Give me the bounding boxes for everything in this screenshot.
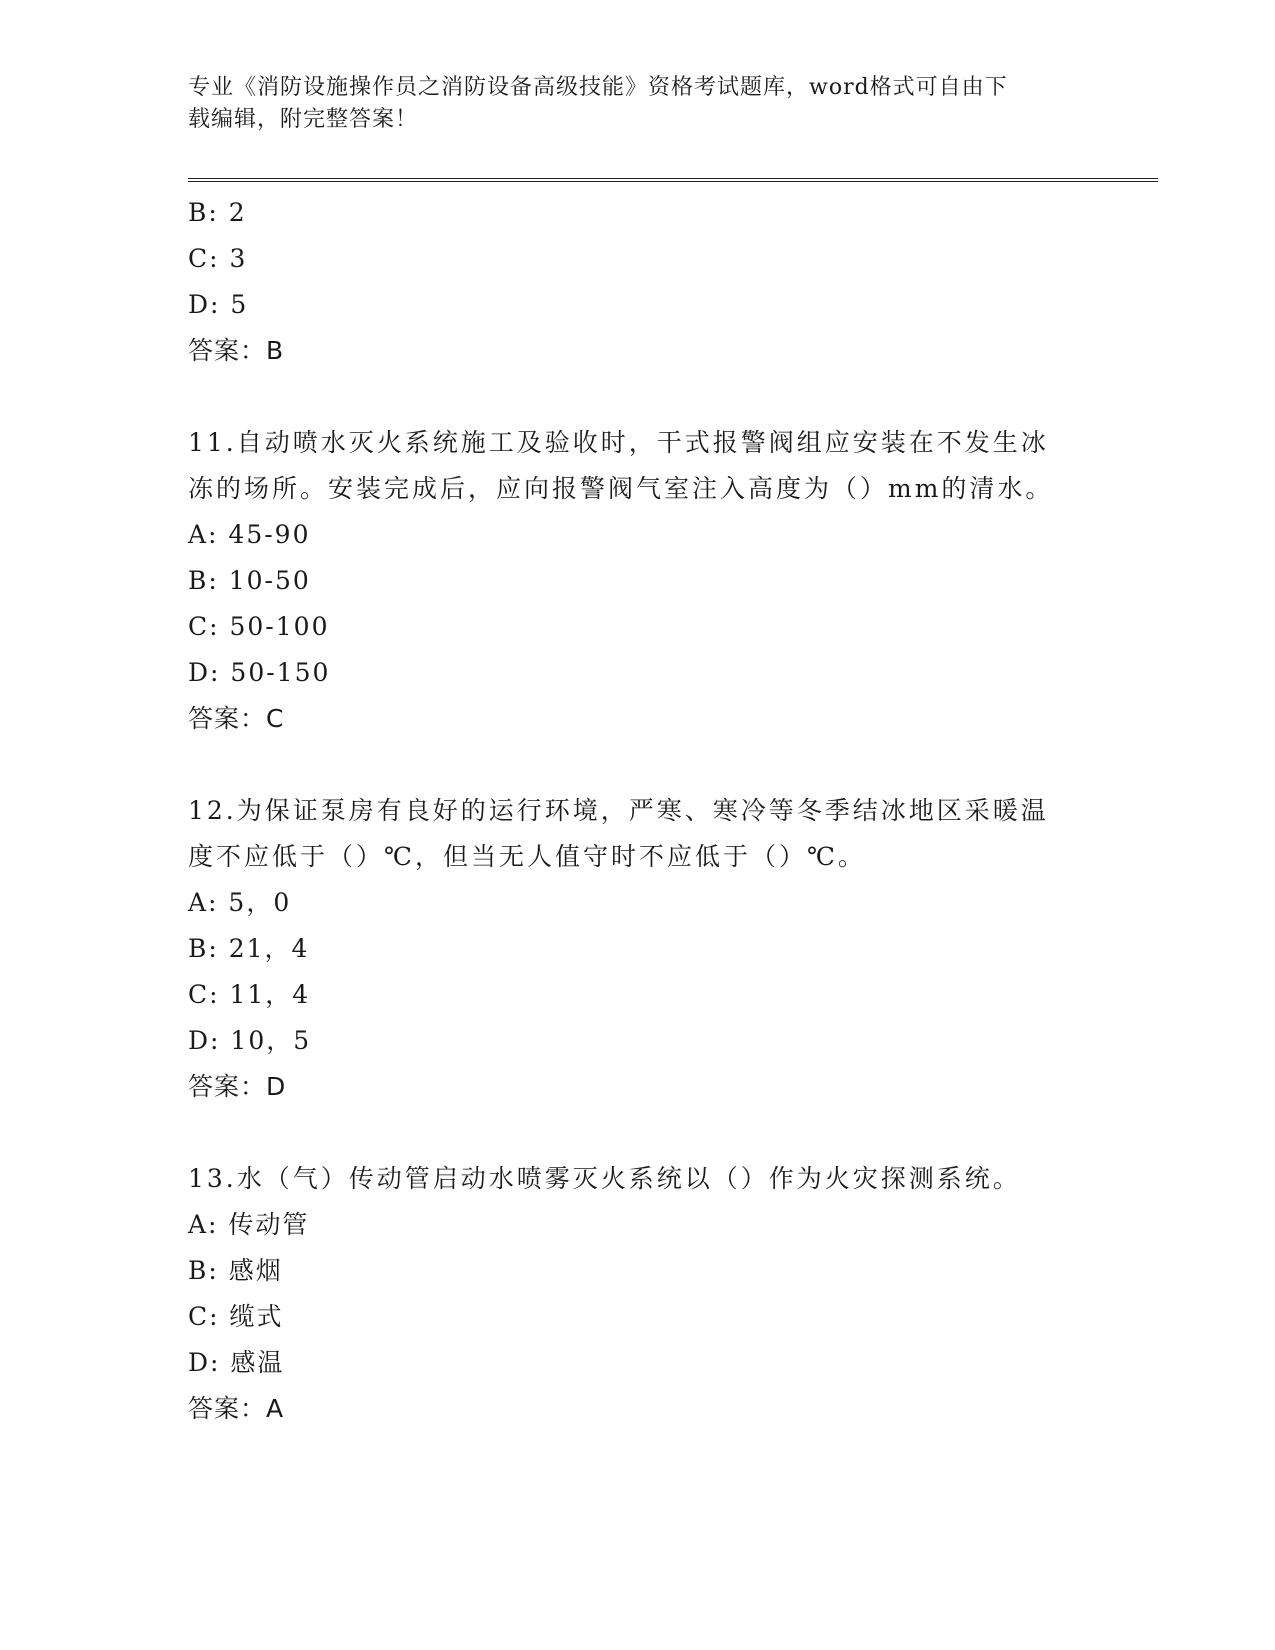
question-content xyxy=(188,190,1088,1432)
continued-question xyxy=(188,190,1088,374)
option-b: B: 21，4 xyxy=(188,934,310,963)
option-c: C: 11，4 xyxy=(188,980,311,1009)
question-11 xyxy=(188,420,1088,742)
option-b: B: 感烟 xyxy=(188,1256,283,1285)
option-d: D: 感温 xyxy=(188,1348,285,1377)
option-a: A: 45-90 xyxy=(188,520,311,549)
answer-line: 答案：D xyxy=(188,1072,287,1101)
answer-line: 答案：C xyxy=(188,704,285,733)
page-header xyxy=(188,72,1088,136)
question-text-line: 12.为保证泵房有良好的运行环境，严寒、寒冷等冬季结冰地区采暖温 xyxy=(188,796,1049,825)
option-c: C: 缆式 xyxy=(188,1302,284,1331)
option-a: A: 传动管 xyxy=(188,1210,310,1239)
option-b: B: 10-50 xyxy=(188,566,311,595)
question-text-line: 冻的场所。安装完成后，应向报警阀气室注入高度为（）mm的清水。 xyxy=(188,474,1054,503)
header-divider xyxy=(188,178,1158,182)
option-c: C: 3 xyxy=(188,244,248,273)
question-text-line: 13.水（气）传动管启动水喷雾灭火系统以（）作为火灾探测系统。 xyxy=(188,1164,1021,1193)
question-text-line: 度不应低于（）℃，但当无人值守时不应低于（）℃。 xyxy=(188,842,866,871)
header-line-2: 载编辑，附完整答案！ xyxy=(188,107,419,132)
option-d: D: 10，5 xyxy=(188,1026,312,1055)
header-line-1: 专业《消防设施操作员之消防设备高级技能》资格考试题库，word格式可自由下 xyxy=(188,75,1008,100)
question-12 xyxy=(188,788,1088,1110)
option-c: C: 50-100 xyxy=(188,612,330,641)
option-b: B: 2 xyxy=(188,198,247,227)
question-text-line: 11.自动喷水灭火系统施工及验收时，干式报警阀组应安装在不发生冰 xyxy=(188,428,1049,457)
option-d: D: 50-150 xyxy=(188,658,331,687)
answer-line: 答案：B xyxy=(188,336,285,365)
answer-line: 答案：A xyxy=(188,1394,285,1423)
option-d: D: 5 xyxy=(188,290,249,319)
question-13 xyxy=(188,1156,1088,1432)
option-a: A: 5，0 xyxy=(188,888,292,917)
